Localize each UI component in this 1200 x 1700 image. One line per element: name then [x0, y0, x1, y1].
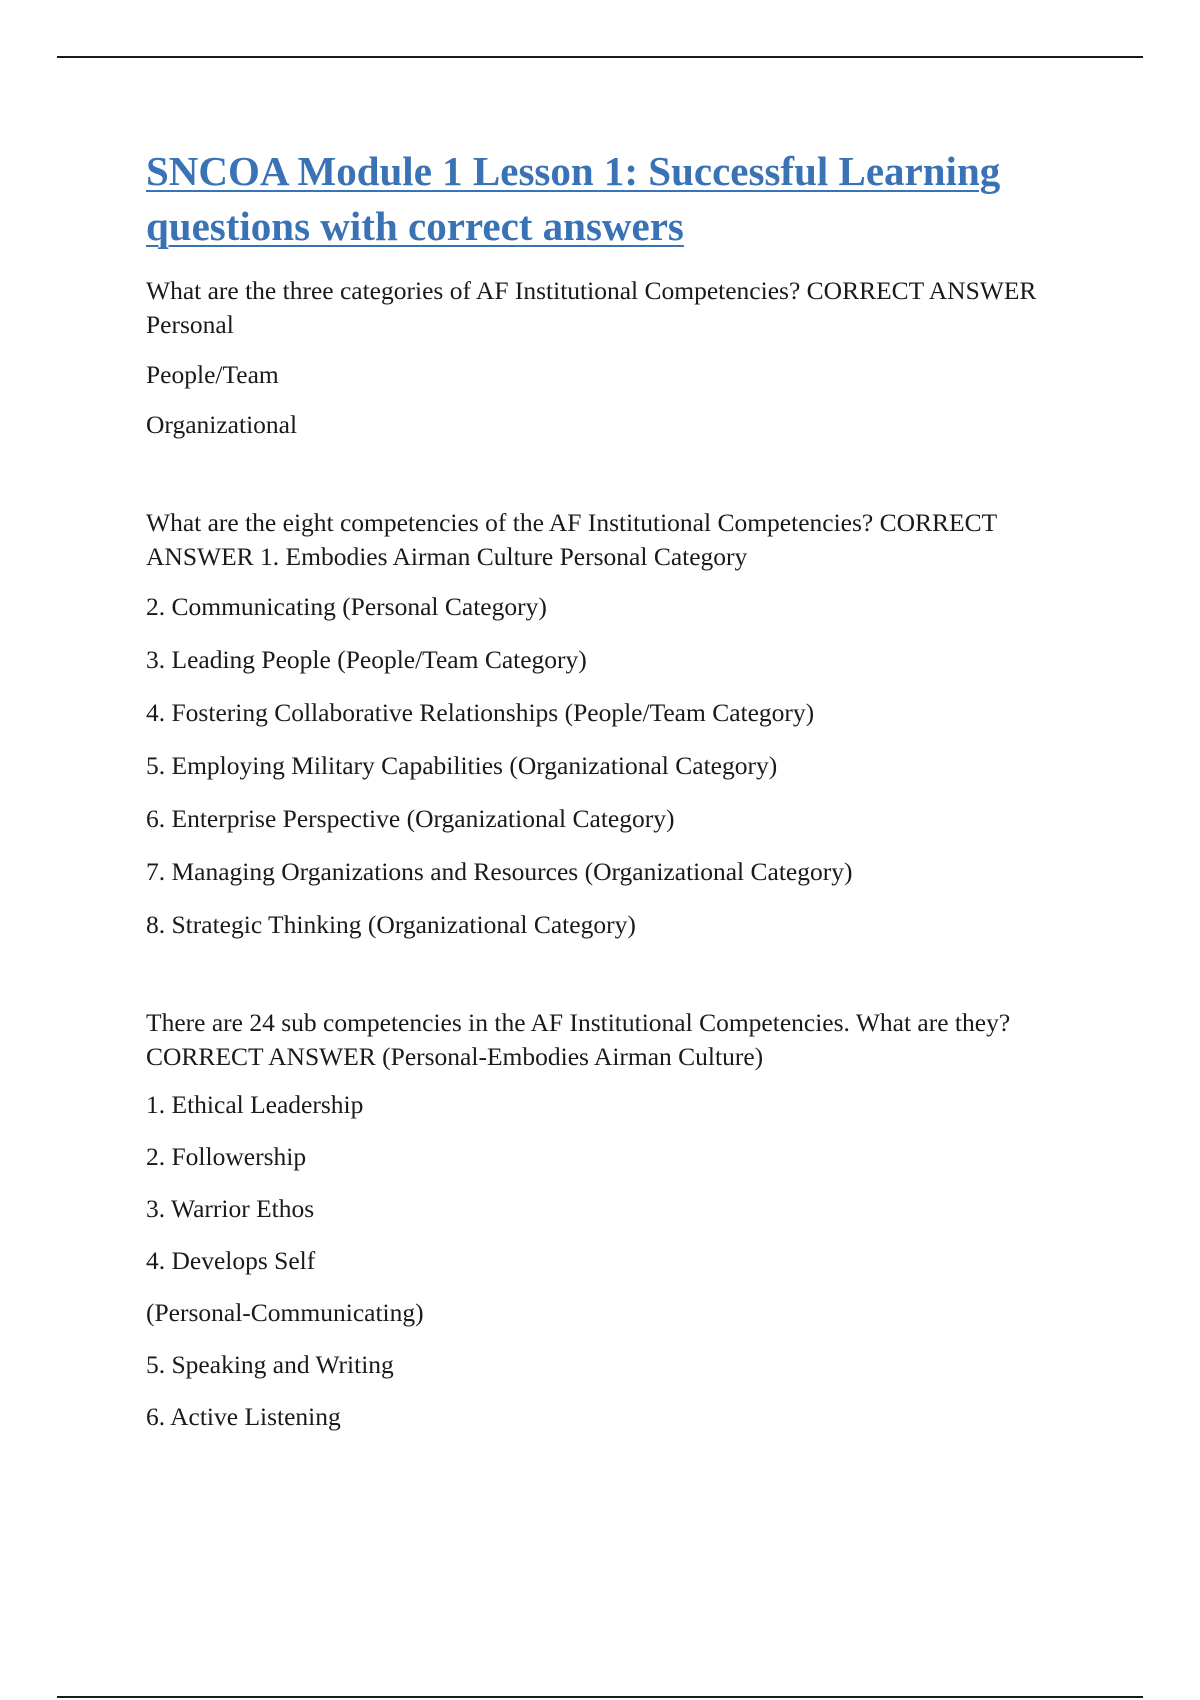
header-rule: [57, 56, 1143, 58]
footer-rule: [57, 1696, 1143, 1698]
question-text: What are the three categories of AF Institutional Competencies? CORRECT ANSWER Personal: [146, 276, 1037, 339]
answer-line: 7. Managing Organizations and Resources (Organizational Category): [146, 857, 853, 886]
answer-line: 4. Fostering Collaborative Relationships (People/Team Category): [146, 698, 815, 727]
answer-line: 5. Employing Military Capabilities (Organizational Category): [146, 751, 778, 780]
answer-line: 4. Develops Self: [146, 1246, 316, 1275]
answer-line: 6. Enterprise Perspective (Organizational Category): [146, 804, 675, 833]
document-body: [146, 144, 1106, 1434]
answer-line: 1. Ethical Leadership: [146, 1090, 364, 1119]
answer-line: 5. Speaking and Writing: [146, 1350, 394, 1379]
answer-line: 3. Warrior Ethos: [146, 1194, 315, 1223]
answer-line: 2. Followership: [146, 1142, 307, 1171]
question-text: What are the eight competencies of the AF Institutional Competencies? CORRECT ANSWER 1. Embodies Airman Culture Personal Category: [146, 508, 997, 571]
question-text: There are 24 sub competencies in the AF Institutional Competencies. What are they? CORRECT ANSWER (Personal-Embodies Airman Culture): [146, 1008, 1011, 1071]
answer-line: 3. Leading People (People/Team Category): [146, 645, 587, 674]
question-block: [146, 506, 1106, 942]
answer-line: 8. Strategic Thinking (Organizational Category): [146, 910, 636, 939]
answer-line: 6. Active Listening: [146, 1402, 341, 1431]
document-title[interactable]: SNCOA Module 1 Lesson 1: Successful Learning questions with correct answers: [146, 148, 1001, 249]
answer-line: People/Team: [146, 360, 279, 389]
answer-line: 2. Communicating (Personal Category): [146, 592, 547, 621]
question-block: [146, 274, 1106, 442]
answer-line: Organizational: [146, 410, 298, 439]
question-block: [146, 1006, 1106, 1434]
answer-line: (Personal-Communicating): [146, 1298, 424, 1327]
